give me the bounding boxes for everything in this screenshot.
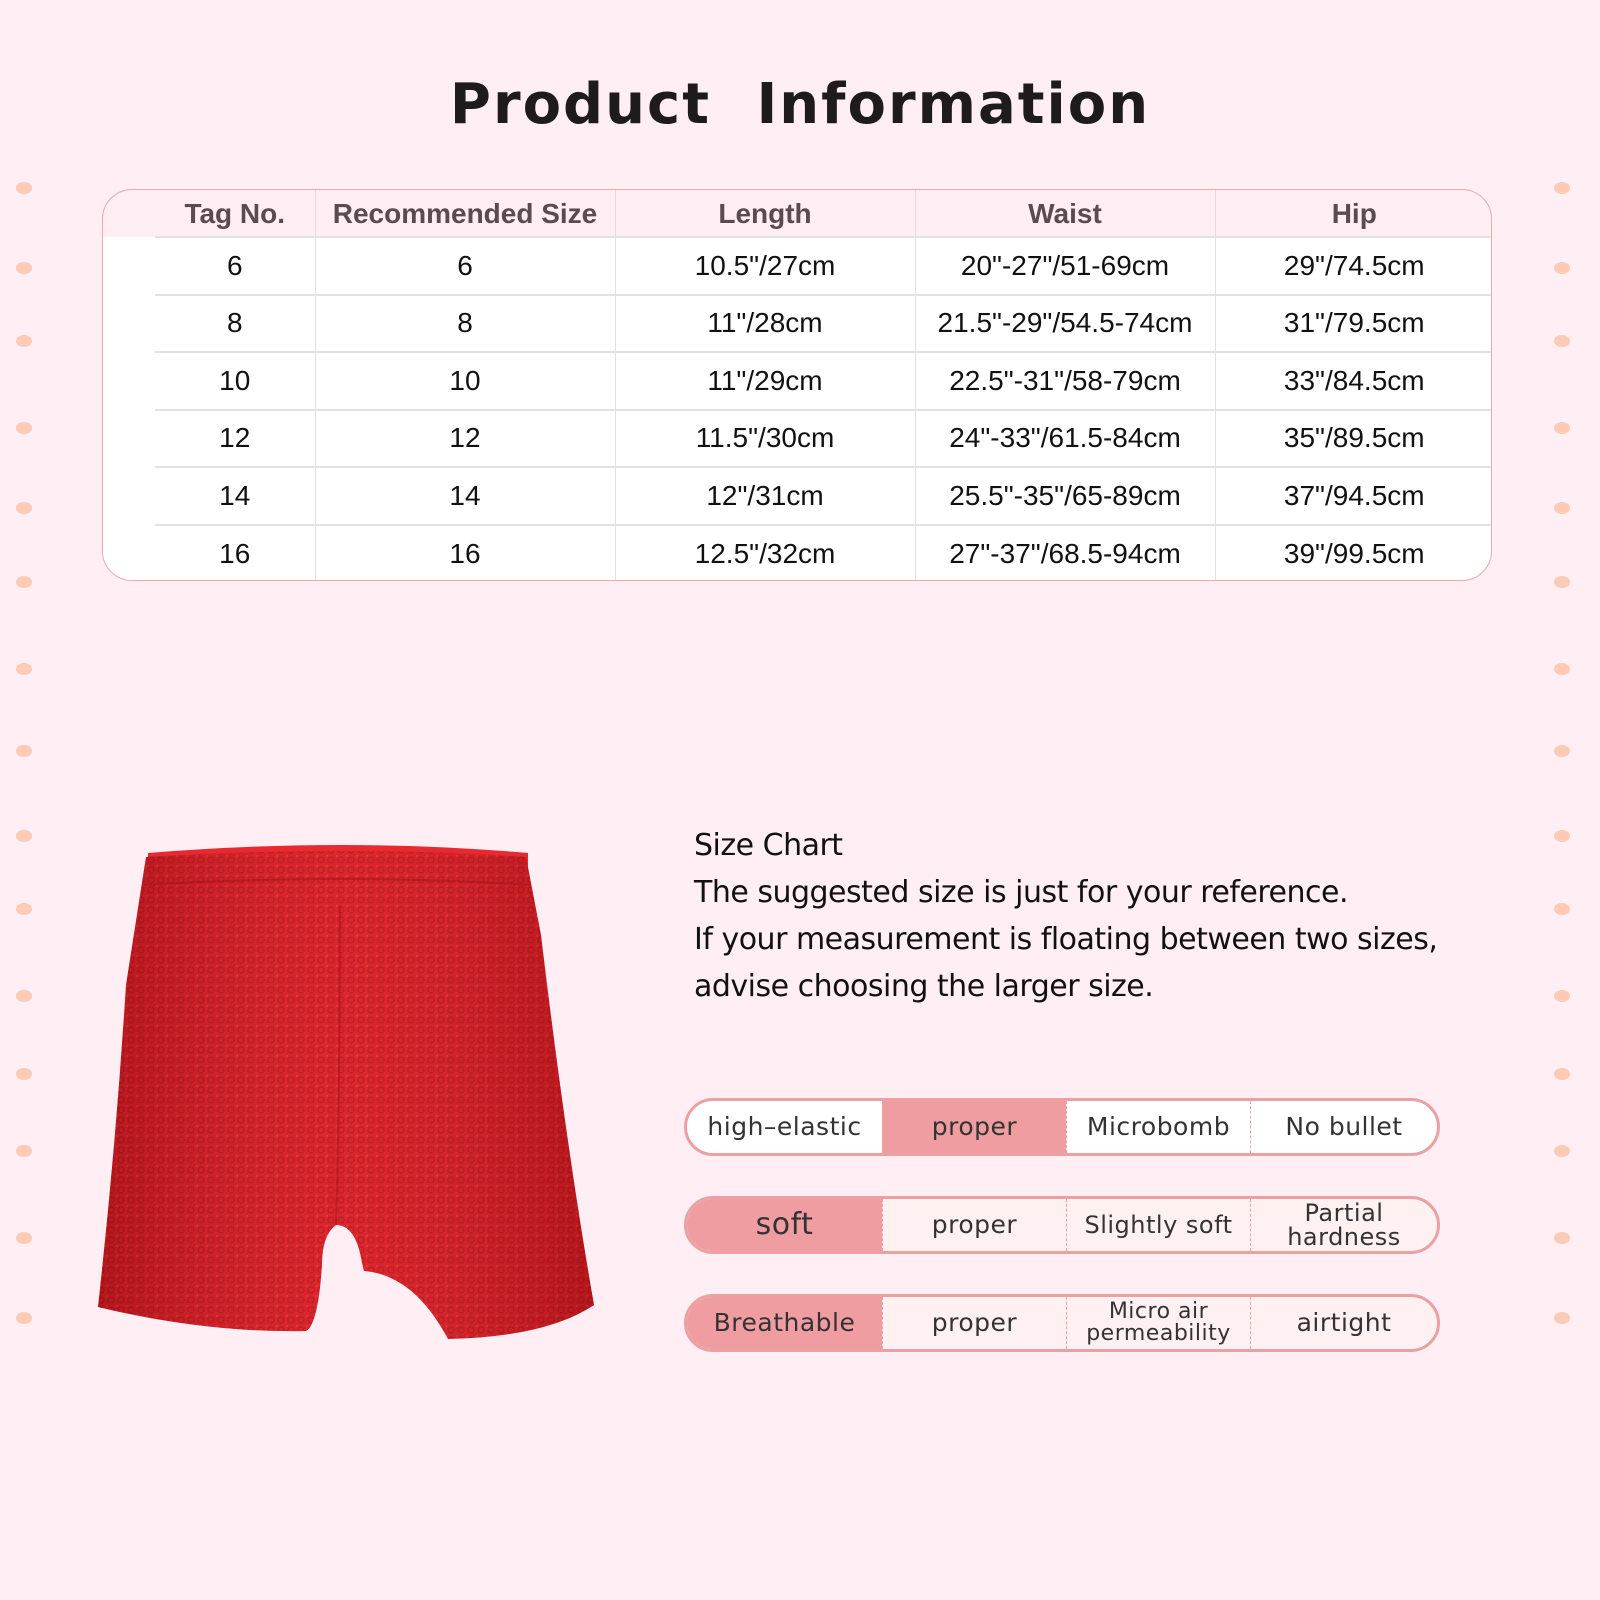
cell-recommended-size: 10 [315, 352, 615, 410]
feature-option-selected: proper [882, 1101, 1066, 1153]
feature-option: airtight [1250, 1297, 1437, 1349]
cell-hip: 37"/94.5cm [1215, 467, 1492, 525]
cell-waist: 20"-27"/51-69cm [915, 237, 1215, 295]
header-length: Length [615, 190, 915, 237]
table-row [155, 295, 1492, 353]
cell-hip: 29"/74.5cm [1215, 237, 1492, 295]
table-row [155, 410, 1492, 468]
cell-tag-no: 6 [155, 237, 315, 295]
cell-waist: 22.5"-31"/58-79cm [915, 352, 1215, 410]
cell-length: 11"/29cm [615, 352, 915, 410]
size-table-card [102, 189, 1492, 581]
header-waist: Waist [915, 190, 1215, 237]
cell-waist: 27"-37"/68.5-94cm [915, 525, 1215, 582]
size-chart-heading: Size Chart [694, 828, 843, 863]
size-chart-note [694, 822, 1437, 1010]
cell-tag-no: 8 [155, 295, 315, 353]
feature-bar-softness [684, 1196, 1440, 1254]
product-image-red-sequin-shorts [96, 845, 596, 1365]
cell-tag-no: 10 [155, 352, 315, 410]
cell-tag-no: 12 [155, 410, 315, 468]
feature-option: Slightly soft [1066, 1199, 1250, 1251]
feature-bar-breathability [684, 1294, 1440, 1352]
cell-tag-no: 14 [155, 467, 315, 525]
table-row [155, 467, 1492, 525]
cell-waist: 21.5"-29"/54.5-74cm [915, 295, 1215, 353]
header-tag-no: Tag No. [184, 198, 286, 229]
feature-option-selected: soft [687, 1199, 882, 1251]
feature-option: proper [882, 1297, 1066, 1349]
cell-hip: 39"/99.5cm [1215, 525, 1492, 582]
cell-waist: 24"-33"/61.5-84cm [915, 410, 1215, 468]
table-header-row [155, 190, 1492, 237]
table-row [155, 237, 1492, 295]
cell-length: 11"/28cm [615, 295, 915, 353]
feature-option: Micro air permeability [1066, 1297, 1250, 1349]
cell-waist: 25.5"-35"/65-89cm [915, 467, 1215, 525]
size-note-line: The suggested size is just for your reference. [694, 875, 1348, 910]
feature-option-selected: Breathable [687, 1297, 882, 1349]
left-dot-decoration [16, 0, 46, 1600]
feature-option: proper [882, 1199, 1066, 1251]
feature-option: Partial hardness [1250, 1199, 1437, 1251]
cell-length: 12.5"/32cm [615, 525, 915, 582]
cell-recommended-size: 12 [315, 410, 615, 468]
page-title: Product Information [449, 72, 1151, 137]
cell-recommended-size: 8 [315, 295, 615, 353]
size-note-line: advise choosing the larger size. [694, 969, 1154, 1004]
table-row [155, 525, 1492, 582]
cell-recommended-size: 14 [315, 467, 615, 525]
feature-option: high–elastic [707, 1112, 862, 1141]
cell-length: 11.5"/30cm [615, 410, 915, 468]
header-hip: Hip [1215, 190, 1492, 237]
cell-hip: 33"/84.5cm [1215, 352, 1492, 410]
cell-hip: 35"/89.5cm [1215, 410, 1492, 468]
size-note-line: If your measurement is floating between two sizes, [694, 922, 1438, 957]
cell-recommended-size: 6 [315, 237, 615, 295]
table-row [155, 352, 1492, 410]
cell-recommended-size: 16 [315, 525, 615, 582]
header-recommended-size: Recommended Size [315, 190, 615, 237]
cell-hip: 31"/79.5cm [1215, 295, 1492, 353]
right-dot-decoration [1554, 0, 1584, 1600]
feature-option: No bullet [1250, 1101, 1437, 1153]
feature-bar-elasticity [684, 1098, 1440, 1156]
cell-length: 10.5"/27cm [615, 237, 915, 295]
feature-option: Microbomb [1066, 1101, 1250, 1153]
cell-tag-no: 16 [155, 525, 315, 582]
size-table [155, 190, 1492, 581]
cell-length: 12"/31cm [615, 467, 915, 525]
